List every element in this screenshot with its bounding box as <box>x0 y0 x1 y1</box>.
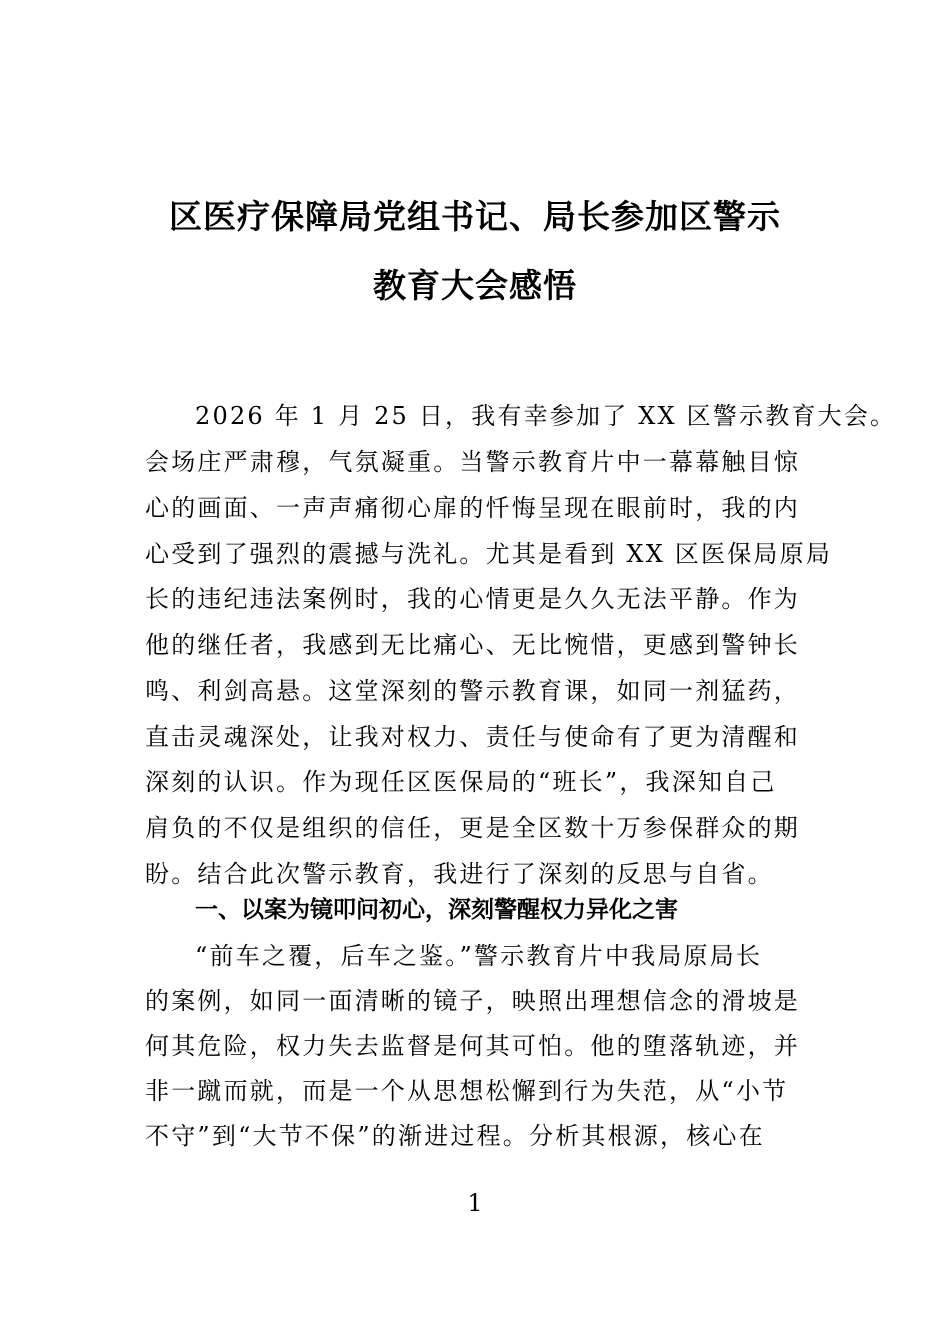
paragraph-line: 的案例，如同一面清晰的镜子，映照出理想信念的滑坡是 <box>145 987 800 1015</box>
paragraph-line: “前车之覆，后车之鉴。”警示教育片中我局原局长 <box>195 942 763 970</box>
document-title-line-2: 教育大会感悟 <box>373 266 577 305</box>
paragraph-line: 肩负的不仅是组织的信任，更是全区数十万参保群众的期 <box>145 814 800 842</box>
paragraph-line: 心的画面、一声声痛彻心扉的忏悔呈现在眼前时，我的内 <box>145 494 800 522</box>
paragraph-line: 深刻的认识。作为现任区医保局的“班长”，我深知自己 <box>145 768 777 796</box>
document-title-line-1: 区医疗保障局党组书记、局长参加区警示 <box>169 197 781 236</box>
section-heading: 一、以案为镜叩问初心，深刻警醒权力异化之害 <box>195 897 678 923</box>
paragraph-line: 直击灵魂深处，让我对权力、责任与使命有了更为清醒和 <box>145 723 800 751</box>
page-number: 1 <box>467 1189 483 1217</box>
paragraph-line: 心受到了强烈的震撼与洗礼。尤其是看到 XX 区医保局原局 <box>145 540 833 568</box>
paragraph-line: 2026 年 1 月 25 日，我有幸参加了 XX 区警示教育大会。 <box>195 402 897 430</box>
paragraph-line: 非一蹴而就，而是一个从思想松懈到行为失范，从“小节 <box>145 1077 789 1105</box>
paragraph-line: 不守”到“大节不保”的渐进过程。分析其根源，核心在 <box>145 1122 765 1150</box>
paragraph-line: 会场庄严肃穆，气氛凝重。当警示教育片中一幕幕触目惊 <box>145 448 800 476</box>
paragraph-line: 他的继任者，我感到无比痛心、无比惋惜，更感到警钟长 <box>145 631 800 659</box>
paragraph-line: 长的违纪违法案例时，我的心情更是久久无法平静。作为 <box>145 585 800 613</box>
paragraph-line: 鸣、利剑高悬。这堂深刻的警示教育课，如同一剂猛药， <box>145 677 800 705</box>
paragraph-line: 何其危险，权力失去监督是何其可怕。他的堕落轨迹，并 <box>145 1032 800 1060</box>
paragraph-line: 盼。结合此次警示教育，我进行了深刻的反思与自省。 <box>145 860 774 888</box>
